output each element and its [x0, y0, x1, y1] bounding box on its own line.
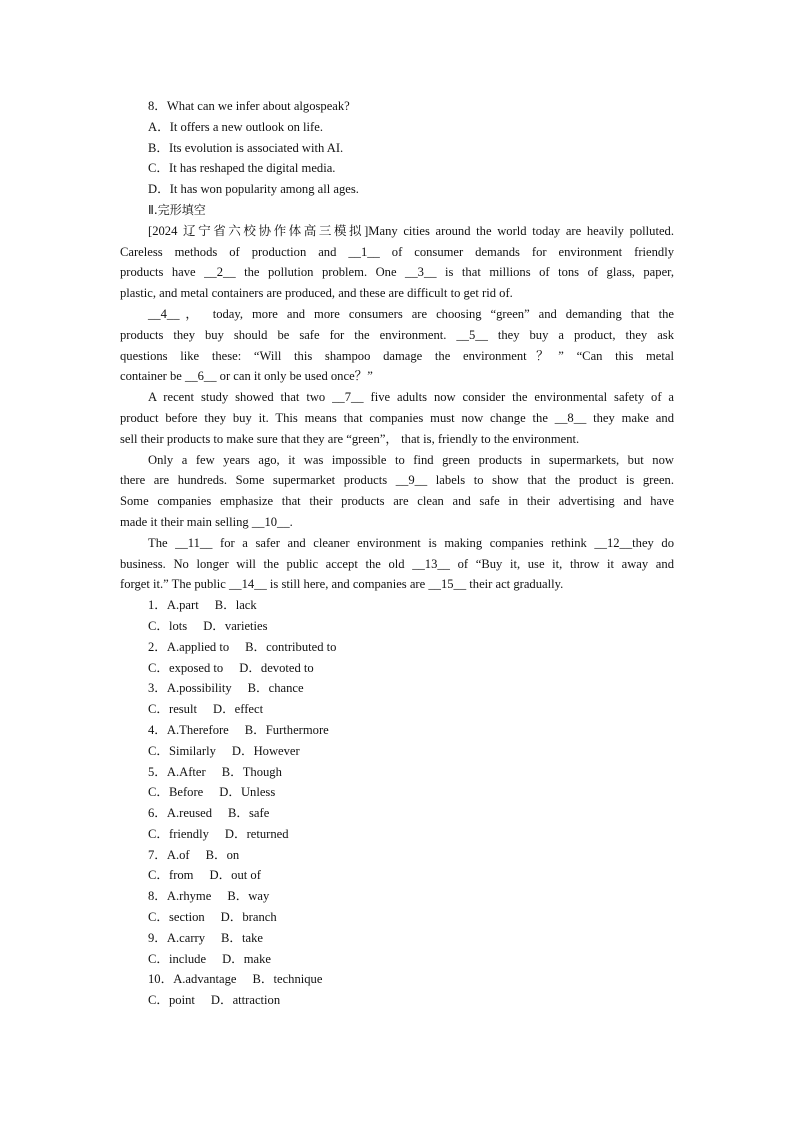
- passage-line: product before they buy it. This means that companies must now change the __8__ they make and: [120, 410, 674, 425]
- passage-line: made it their main selling __10__.: [120, 514, 293, 529]
- option-choice: D．attraction: [210, 993, 281, 1008]
- option-choice: C．friendly: [148, 826, 209, 841]
- option-choice: B．way: [227, 889, 270, 904]
- option-row-3-cd: [120, 699, 674, 720]
- passage-line: there are hundreds. Some supermarket products __9__ labels to show that the product is green.: [120, 473, 674, 488]
- option-row-7-ab: [120, 845, 674, 866]
- option-choice: D．However: [231, 743, 300, 758]
- passage-line: sell their products to make sure that they are “green”， that is, friendly to the environment.: [120, 431, 580, 446]
- option-row-3-ab: [120, 678, 674, 699]
- option-row-5-cd: [120, 782, 674, 803]
- option-choice: C．Before: [148, 785, 204, 800]
- passage-line: The __11__ for a safer and cleaner environment is making companies rethink __12__they do: [148, 535, 674, 550]
- option-choice: C．Similarly: [148, 743, 216, 758]
- option-choice: C．exposed to: [148, 660, 224, 675]
- option-row-2-cd: [120, 658, 674, 679]
- option-choice: B．safe: [228, 806, 270, 821]
- passage-line: plastic, and metal containers are produced, and these are difficult to get rid of.: [120, 286, 513, 301]
- q8-option-d: D．It has won popularity among all ages.: [148, 182, 359, 197]
- passage-line: Some companies emphasize that their products are clean and safe in their advertising and have: [120, 494, 674, 509]
- option-choice: D．branch: [220, 910, 277, 925]
- option-choice: 7．A.of: [148, 847, 190, 862]
- option-choice: C．point: [148, 993, 195, 1008]
- passage-line: business. No longer will the public accept the old __13__ of “Buy it, use it, throw it away and: [120, 556, 674, 571]
- cloze-passage: [120, 221, 674, 595]
- option-row-1-ab: [120, 595, 674, 616]
- option-row-9-cd: [120, 949, 674, 970]
- option-row-8-ab: [120, 886, 674, 907]
- option-choice: 6．A.reused: [148, 806, 213, 821]
- option-row-1-cd: [120, 616, 674, 637]
- option-choice: B．chance: [247, 681, 304, 696]
- option-choice: 4．A.Therefore: [148, 722, 229, 737]
- document-page: [120, 96, 674, 1011]
- section-heading: Ⅱ.完形填空: [148, 202, 206, 217]
- passage-line: Only a few years ago, it was impossible to find green products in supermarkets, but now: [148, 452, 674, 467]
- passage-line: container be __6__ or can it only be used once？”: [120, 369, 373, 384]
- option-choice: 1．A.part: [148, 598, 199, 613]
- passage-line: __4__， today, more and more consumers are choosing “green” and demanding that the: [148, 306, 674, 321]
- passage-line: A recent study showed that two __7__ five adults now consider the environmental safety of a: [148, 390, 674, 405]
- q8-option-a: A．It offers a new outlook on life.: [148, 119, 323, 134]
- option-choice: B．on: [205, 847, 240, 862]
- option-choice: B．Though: [221, 764, 282, 779]
- option-choice: D．returned: [224, 826, 289, 841]
- option-choice: B．contributed to: [245, 639, 337, 654]
- options-list: [120, 595, 674, 1011]
- option-choice: B．lack: [214, 598, 257, 613]
- option-choice: B．technique: [252, 972, 323, 987]
- option-row-2-ab: [120, 637, 674, 658]
- option-choice: D．devoted to: [239, 660, 314, 675]
- option-row-10-ab: [120, 969, 674, 990]
- passage-line: [2024 辽宁省六校协作体高三模拟]Many cities around the world today are heavily polluted.: [148, 223, 674, 238]
- passage-line: Careless methods of production and __1__ of consumer demands for environment friendly: [120, 244, 674, 259]
- q8-option-c: C．It has reshaped the digital media.: [148, 161, 336, 176]
- option-row-9-ab: [120, 928, 674, 949]
- question-8: [120, 96, 674, 200]
- option-choice: D．out of: [209, 868, 261, 883]
- option-row-5-ab: [120, 762, 674, 783]
- passage-line: questions like these: “Will this shampoo damage the environment？” “Can this metal: [120, 348, 674, 363]
- option-row-10-cd: [120, 990, 674, 1011]
- option-choice: 10．A.advantage: [148, 972, 237, 987]
- option-choice: B．take: [221, 930, 263, 945]
- passage-line: products have __2__ the pollution problem. One __3__ is that millions of tons of glass, paper,: [120, 265, 674, 280]
- option-row-4-ab: [120, 720, 674, 741]
- option-choice: D．Unless: [219, 785, 276, 800]
- option-row-6-cd: [120, 824, 674, 845]
- option-row-7-cd: [120, 865, 674, 886]
- option-choice: D．make: [222, 951, 272, 966]
- option-row-4-cd: [120, 741, 674, 762]
- option-choice: 5．A.After: [148, 764, 206, 779]
- option-row-8-cd: [120, 907, 674, 928]
- q8-option-b: B．Its evolution is associated with AI.: [148, 140, 344, 155]
- option-choice: C．lots: [148, 618, 188, 633]
- option-choice: C．section: [148, 910, 205, 925]
- option-choice: 2．A.applied to: [148, 639, 230, 654]
- option-choice: 3．A.possibility: [148, 681, 232, 696]
- option-row-6-ab: [120, 803, 674, 824]
- passage-line: products they buy should be safe for the environment. __5__ they buy a product, they ask: [120, 327, 674, 342]
- passage-line: forget it.” The public __14__ is still here, and companies are __15__ their act gradually.: [120, 577, 564, 592]
- option-choice: D．varieties: [203, 618, 268, 633]
- option-choice: 9．A.carry: [148, 930, 205, 945]
- option-choice: B．Furthermore: [244, 722, 329, 737]
- option-choice: C．result: [148, 702, 197, 717]
- option-choice: C．from: [148, 868, 194, 883]
- option-choice: 8．A.rhyme: [148, 889, 212, 904]
- option-choice: D．effect: [212, 702, 264, 717]
- option-choice: C．include: [148, 951, 207, 966]
- q8-stem: 8．What can we infer about algospeak?: [148, 99, 350, 113]
